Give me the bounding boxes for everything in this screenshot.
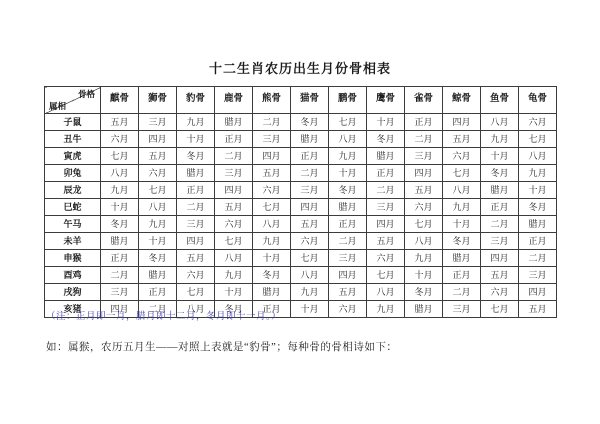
month-cell: 腊月 <box>139 267 177 284</box>
month-cell: 腊月 <box>405 301 443 318</box>
page-title: 十二生肖农历出生月份骨相表 <box>208 61 391 76</box>
table-row <box>45 165 557 182</box>
month-cell: 十月 <box>215 284 253 301</box>
month-cell: 四月 <box>405 165 443 182</box>
month-cell: 七月 <box>405 216 443 233</box>
month-cell: 八月 <box>177 301 215 318</box>
month-cell: 二月 <box>291 165 329 182</box>
table-row <box>45 267 557 284</box>
column-header: 熊骨 <box>253 87 291 114</box>
month-cell: 腊月 <box>215 114 253 131</box>
row-label: 寅虎 <box>45 148 101 165</box>
month-cell: 正月 <box>443 267 481 284</box>
month-cell: 五月 <box>367 233 405 250</box>
month-cell: 四月 <box>329 267 367 284</box>
column-header: 龟骨 <box>519 87 557 114</box>
month-cell: 五月 <box>177 250 215 267</box>
month-cell: 冬月 <box>177 148 215 165</box>
month-cell: 九月 <box>405 250 443 267</box>
month-cell: 八月 <box>253 216 291 233</box>
month-cell: 九月 <box>443 199 481 216</box>
month-cell: 二月 <box>519 250 557 267</box>
month-cell: 三月 <box>291 182 329 199</box>
month-cell: 五月 <box>481 267 519 284</box>
month-cell: 八月 <box>329 131 367 148</box>
month-cell: 九月 <box>367 301 405 318</box>
month-cell: 九月 <box>139 216 177 233</box>
month-cell: 二月 <box>139 301 177 318</box>
month-cell: 冬月 <box>519 199 557 216</box>
month-cell: 八月 <box>519 148 557 165</box>
month-cell: 正月 <box>177 182 215 199</box>
month-cell: 七月 <box>291 250 329 267</box>
column-header: 狮骨 <box>139 87 177 114</box>
month-cell: 二月 <box>443 284 481 301</box>
month-cell: 冬月 <box>139 250 177 267</box>
month-cell: 九月 <box>519 165 557 182</box>
month-cell: 腊月 <box>253 284 291 301</box>
table-row <box>45 182 557 199</box>
row-label: 辰龙 <box>45 182 101 199</box>
month-cell: 三月 <box>177 216 215 233</box>
column-header: 豹骨 <box>177 87 215 114</box>
month-cell: 腊月 <box>101 233 139 250</box>
month-cell: 六月 <box>253 182 291 199</box>
month-cell: 九月 <box>291 284 329 301</box>
month-cell: 四月 <box>139 131 177 148</box>
month-cell: 二月 <box>101 267 139 284</box>
month-cell: 六月 <box>291 233 329 250</box>
month-cell: 九月 <box>215 267 253 284</box>
month-cell: 五月 <box>405 182 443 199</box>
month-cell: 八月 <box>481 114 519 131</box>
month-cell: 腊月 <box>481 182 519 199</box>
column-header: 鲸骨 <box>443 87 481 114</box>
month-cell: 六月 <box>215 216 253 233</box>
month-cell: 十月 <box>101 199 139 216</box>
month-cell: 六月 <box>177 267 215 284</box>
month-cell: 十月 <box>139 233 177 250</box>
month-cell: 正月 <box>139 284 177 301</box>
table-header-row <box>45 87 557 114</box>
table-row <box>45 114 557 131</box>
month-cell: 三月 <box>329 250 367 267</box>
month-cell: 十月 <box>329 165 367 182</box>
month-cell: 腊月 <box>443 250 481 267</box>
month-cell: 五月 <box>291 216 329 233</box>
month-cell: 七月 <box>177 284 215 301</box>
month-cell: 七月 <box>519 131 557 148</box>
month-cell: 正月 <box>101 250 139 267</box>
month-cell: 九月 <box>177 114 215 131</box>
month-cell: 九月 <box>101 182 139 199</box>
month-cell: 四月 <box>101 301 139 318</box>
month-cell: 四月 <box>253 148 291 165</box>
month-cell: 腊月 <box>519 216 557 233</box>
row-label: 酉鸡 <box>45 267 101 284</box>
month-cell: 四月 <box>519 284 557 301</box>
month-cell: 四月 <box>215 182 253 199</box>
month-cell: 冬月 <box>405 284 443 301</box>
month-cell: 二月 <box>177 199 215 216</box>
month-cell: 十月 <box>367 114 405 131</box>
month-cell: 十月 <box>253 250 291 267</box>
month-cell: 六月 <box>405 199 443 216</box>
month-cell: 九月 <box>329 148 367 165</box>
month-cell: 正月 <box>329 216 367 233</box>
month-cell: 五月 <box>139 148 177 165</box>
month-cell: 五月 <box>443 131 481 148</box>
month-cell: 三月 <box>481 233 519 250</box>
month-cell: 正月 <box>367 165 405 182</box>
zodiac-bone-table <box>44 86 557 318</box>
column-header: 猫骨 <box>291 87 329 114</box>
month-cell: 五月 <box>329 284 367 301</box>
month-cell: 四月 <box>367 216 405 233</box>
column-header: 鹰骨 <box>367 87 405 114</box>
row-label: 未羊 <box>45 233 101 250</box>
month-cell: 三月 <box>139 114 177 131</box>
table-row <box>45 131 557 148</box>
month-cell: 十月 <box>291 301 329 318</box>
month-cell: 十月 <box>481 148 519 165</box>
month-cell: 五月 <box>519 301 557 318</box>
column-header: 麒骨 <box>101 87 139 114</box>
row-label: 丑牛 <box>45 131 101 148</box>
month-cell: 腊月 <box>367 148 405 165</box>
table-row <box>45 250 557 267</box>
month-cell: 六月 <box>101 131 139 148</box>
row-label: 申猴 <box>45 250 101 267</box>
month-cell: 五月 <box>215 199 253 216</box>
month-cell: 六月 <box>367 250 405 267</box>
month-cell: 八月 <box>101 165 139 182</box>
table-row <box>45 216 557 233</box>
column-header: 鱼骨 <box>481 87 519 114</box>
month-cell: 八月 <box>443 182 481 199</box>
month-cell: 冬月 <box>101 216 139 233</box>
month-cell: 冬月 <box>291 114 329 131</box>
month-cell: 正月 <box>481 199 519 216</box>
month-cell: 七月 <box>215 233 253 250</box>
month-cell: 十月 <box>519 182 557 199</box>
month-cell: 八月 <box>291 267 329 284</box>
column-header: 鹿骨 <box>215 87 253 114</box>
month-cell: 五月 <box>101 114 139 131</box>
month-cell: 九月 <box>481 131 519 148</box>
corner-top-label: 骨格 <box>77 89 95 99</box>
month-cell: 正月 <box>291 148 329 165</box>
row-label: 子鼠 <box>45 114 101 131</box>
column-header: 鹏骨 <box>329 87 367 114</box>
month-cell: 六月 <box>519 114 557 131</box>
month-cell: 八月 <box>405 233 443 250</box>
month-cell: 七月 <box>443 165 481 182</box>
month-cell: 十月 <box>177 131 215 148</box>
month-cell: 六月 <box>481 284 519 301</box>
column-header: 雀骨 <box>405 87 443 114</box>
month-cell: 八月 <box>367 284 405 301</box>
month-cell: 正月 <box>215 131 253 148</box>
month-cell: 四月 <box>481 250 519 267</box>
row-label: 戌狗 <box>45 284 101 301</box>
month-cell: 六月 <box>443 148 481 165</box>
month-cell: 冬月 <box>329 182 367 199</box>
month-cell: 二月 <box>367 182 405 199</box>
month-cell: 二月 <box>405 131 443 148</box>
corner-cell <box>45 87 101 114</box>
table-row <box>45 199 557 216</box>
month-cell: 冬月 <box>367 131 405 148</box>
month-cell: 三月 <box>101 284 139 301</box>
example-text: 如：属猴，农历五月生——对照上表就是“豹骨”；每种骨的骨相诗如下： <box>46 342 398 353</box>
month-cell: 冬月 <box>215 301 253 318</box>
row-label: 午马 <box>45 216 101 233</box>
month-cell: 十月 <box>443 216 481 233</box>
month-cell: 冬月 <box>443 233 481 250</box>
table-row <box>45 233 557 250</box>
month-cell: 冬月 <box>253 267 291 284</box>
month-cell: 三月 <box>405 148 443 165</box>
month-cell: 正月 <box>519 233 557 250</box>
month-cell: 七月 <box>101 148 139 165</box>
month-cell: 三月 <box>215 165 253 182</box>
month-cell: 八月 <box>139 199 177 216</box>
month-cell: 二月 <box>481 216 519 233</box>
month-cell: 八月 <box>215 250 253 267</box>
table-row <box>45 284 557 301</box>
row-label: 巳蛇 <box>45 199 101 216</box>
month-cell: 二月 <box>215 148 253 165</box>
table-row <box>45 148 557 165</box>
month-cell: 冬月 <box>481 165 519 182</box>
month-cell: 三月 <box>443 301 481 318</box>
month-cell: 二月 <box>329 233 367 250</box>
table-note: （注：正月即一月，腊月即十二月，冬月即十一月。） <box>46 312 282 322</box>
corner-bottom-label: 属相 <box>49 100 67 111</box>
row-label: 卯兔 <box>45 165 101 182</box>
month-cell: 五月 <box>253 165 291 182</box>
month-cell: 三月 <box>253 131 291 148</box>
row-label: 亥猪 <box>45 301 101 318</box>
month-cell: 三月 <box>519 267 557 284</box>
month-cell: 正月 <box>405 114 443 131</box>
month-cell: 七月 <box>481 301 519 318</box>
month-cell: 三月 <box>367 199 405 216</box>
month-cell: 正月 <box>253 301 291 318</box>
month-cell: 七月 <box>139 182 177 199</box>
month-cell: 六月 <box>329 301 367 318</box>
month-cell: 七月 <box>253 199 291 216</box>
month-cell: 二月 <box>253 114 291 131</box>
month-cell: 七月 <box>329 114 367 131</box>
month-cell: 十月 <box>405 267 443 284</box>
month-cell: 腊月 <box>291 131 329 148</box>
month-cell: 七月 <box>367 267 405 284</box>
month-cell: 九月 <box>253 233 291 250</box>
month-cell: 腊月 <box>329 199 367 216</box>
month-cell: 四月 <box>443 114 481 131</box>
month-cell: 四月 <box>291 199 329 216</box>
month-cell: 六月 <box>139 165 177 182</box>
month-cell: 四月 <box>177 233 215 250</box>
month-cell: 腊月 <box>177 165 215 182</box>
